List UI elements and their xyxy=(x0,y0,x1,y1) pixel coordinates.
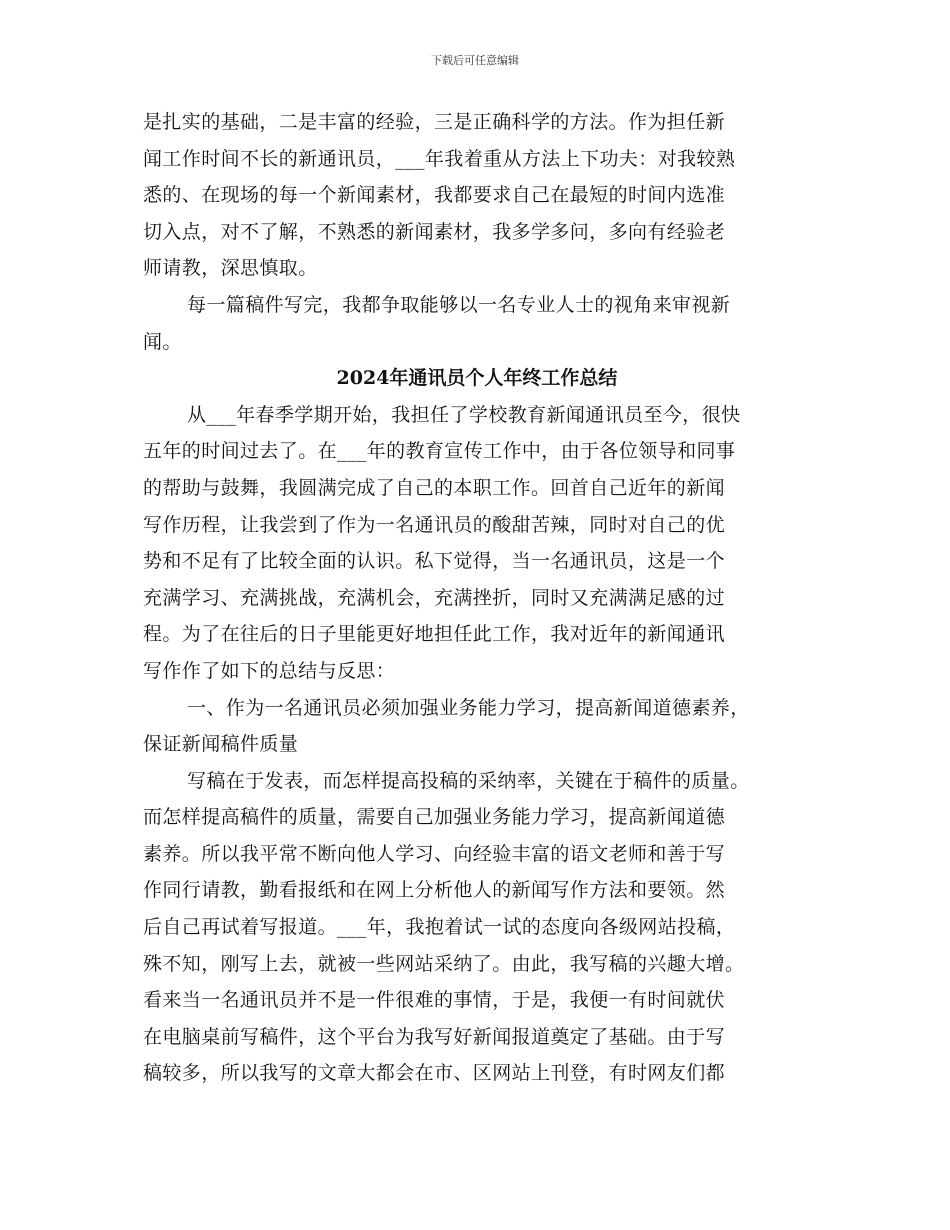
text-line: 师请教，深思慎取。 xyxy=(143,257,318,280)
text-line: 后自己再试着写报道。___年，我抱着试一试的态度向各级网站投稿， xyxy=(143,916,736,939)
text-line: 闻工作时间不长的新通讯员，___年我着重从方法上下功夫：对我较熟 xyxy=(143,147,736,170)
text-line: 一、作为一名通讯员必须加强业务能力学习，提高新闻道德素养， xyxy=(187,696,750,719)
text-line: 作同行请教，勤看报纸和在网上分析他人的新闻写作方法和要领。然 xyxy=(143,879,726,902)
text-line: 的帮助与鼓舞，我圆满完成了自己的本职工作。回首自己近年的新闻 xyxy=(143,476,726,499)
text-line: 悉的、在现场的每一个新闻素材，我都要求自己在最短的时间内选准 xyxy=(143,184,726,207)
text-line: 殊不知，刚写上去，就被一些网站采纳了。由此，我写稿的兴趣大增。 xyxy=(143,952,745,975)
text-line: 素养。所以我平常不断向他人学习、向经验丰富的语文老师和善于写 xyxy=(143,842,726,865)
section-title: 2024年通讯员个人年终工作总结 xyxy=(336,367,618,390)
text-line: 从___年春季学期开始，我担任了学校教育新闻通讯员至今，很快 xyxy=(187,403,741,426)
text-line: 稿较多，所以我写的文章大都会在市、区网站上刊登，有时网友们都 xyxy=(143,1062,726,1085)
text-line: 势和不足有了比较全面的认识。私下觉得，当一名通讯员，这是一个 xyxy=(143,550,726,573)
text-line: 是扎实的基础，二是丰富的经验，三是正确科学的方法。作为担任新 xyxy=(143,111,726,133)
text-line: 在电脑桌前写稿件，这个平台为我写好新闻报道奠定了基础。由于写 xyxy=(143,1025,726,1048)
text-line: 五年的时间过去了。在___年的教育宣传工作中，由于各位领导和同事 xyxy=(143,440,736,463)
text-line: 看来当一名通讯员并不是一件很难的事情，于是，我便一有时间就伏 xyxy=(143,989,726,1012)
text-line: 闻。 xyxy=(143,330,182,353)
text-line: 写作作了如下的总结与反思： xyxy=(143,659,396,682)
text-line: 写作历程，让我尝到了作为一名通讯员的酸甜苦辣，同时对自己的优 xyxy=(143,513,726,536)
page-header: 下载后可任意编辑 xyxy=(431,54,519,67)
document-body xyxy=(143,104,811,1092)
text-line: 程。为了在往后的日子里能更好地担任此工作，我对近年的新闻通讯 xyxy=(143,623,726,646)
text-line: 保证新闻稿件质量 xyxy=(143,733,299,756)
text-line: 充满学习、充满挑战，充满机会，充满挫折，同时又充满满足感的过 xyxy=(143,586,726,609)
text-line: 每一篇稿件写完，我都争取能够以一名专业人士的视角来审视新 xyxy=(187,293,731,316)
text-line: 而怎样提高稿件的质量，需要自己加强业务能力学习，提高新闻道德 xyxy=(143,806,726,829)
text-line: 写稿在于发表，而怎样提高投稿的采纳率，关键在于稿件的质量。 xyxy=(187,769,750,792)
text-line: 切入点，对不了解，不熟悉的新闻素材，我多学多问，多向有经验老 xyxy=(143,220,726,243)
